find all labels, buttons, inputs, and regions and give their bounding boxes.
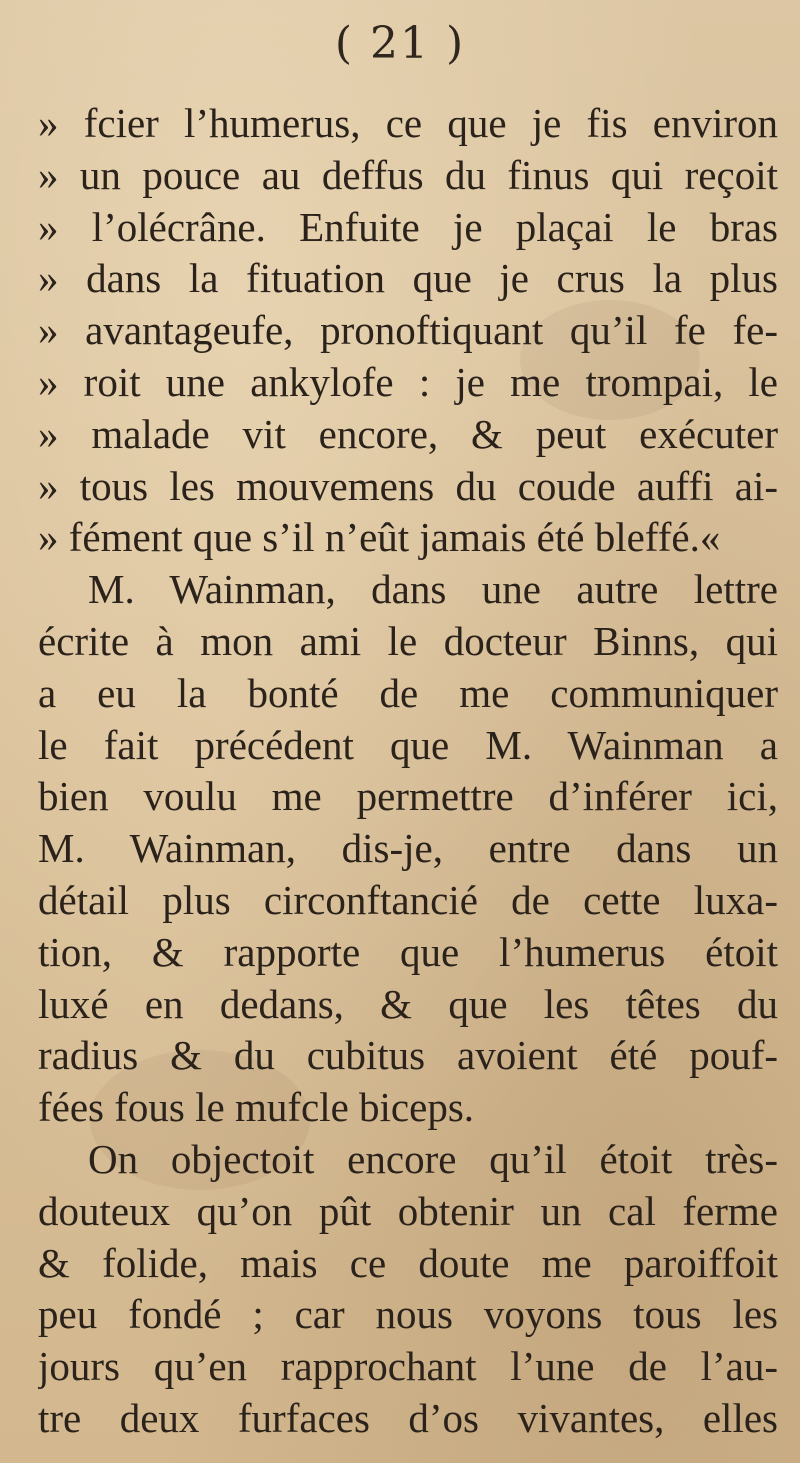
text-line: » un pouce au deffus du finus qui reçoit — [38, 151, 778, 198]
text-line: M. Wainman, dis-je, entre dans un — [38, 825, 778, 872]
text-line: fées fous le mufcle biceps. — [38, 1084, 475, 1131]
text-line: le fait précédent que M. Wainman a — [38, 721, 778, 768]
text-line: » fcier l’humerus, ce que je fis environ — [38, 100, 778, 146]
text-line: bien voulu me permettre d’inférer ici, — [38, 773, 778, 820]
text-line: & folide, mais ce doute me paroiffoit — [38, 1239, 778, 1286]
text-line: » l’olécrâne. Enfuite je plaçai le bras — [38, 203, 778, 250]
text-line: » fément que s’il n’eût jamais été bleffé.« — [38, 514, 721, 561]
text-line: luxé en dedans, & que les têtes du — [38, 980, 778, 1027]
text-line: jours qu’en rapprochant l’une de l’au- — [38, 1343, 778, 1390]
text-line: tre deux furfaces d’os vivantes, elles — [38, 1394, 778, 1441]
page-text — [38, 98, 778, 1445]
text-line: détail plus circonftancié de cette luxa- — [38, 876, 778, 923]
text-line: écrite à mon ami le docteur Binns, qui — [38, 617, 778, 664]
page-number: ( 21 ) — [334, 18, 466, 69]
text-line: peu fondé ; car nous voyons tous les — [38, 1291, 778, 1338]
text-line: tion, & rapporte que l’humerus étoit — [38, 928, 778, 975]
text-line: douteux qu’on pût obtenir un cal ferme — [38, 1187, 778, 1234]
text-line: On objectoit encore qu’il étoit très- — [88, 1135, 778, 1182]
text-line: a eu la bonté de me communiquer — [38, 669, 778, 716]
text-line: » dans la fituation que je crus la plus — [38, 255, 778, 302]
text-line: radius & du cubitus avoient été pouf- — [38, 1032, 778, 1079]
text-line: » malade vit encore, & peut exécuter — [38, 410, 778, 457]
text-line: M. Wainman, dans une autre lettre — [88, 566, 778, 613]
text-line: » tous les mouvemens du coude auffi ai- — [38, 462, 778, 509]
text-line: » avantageufe, pronoftiquant qu’il fe fe- — [38, 307, 778, 354]
text-line: » roit une ankylofe : je me trompai, le — [38, 358, 778, 405]
